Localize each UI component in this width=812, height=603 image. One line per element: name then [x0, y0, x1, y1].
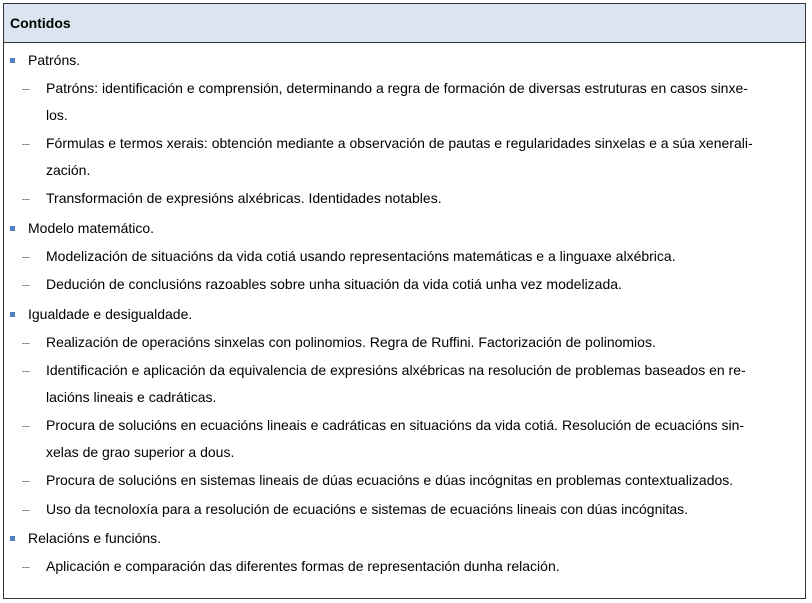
dash-bullet-icon: – — [22, 500, 30, 517]
list-item-line: Aplicación e comparación das diferentes formas de representación dunha relación. — [46, 558, 560, 574]
list-item-line: Realización de operacións sinxelas con polinomios. Regra de Ruffini. Factorización de polinomios. — [46, 333, 656, 350]
header-title: Contidos — [10, 15, 71, 31]
section-title: Modelo matemático. — [28, 219, 155, 236]
section-item — [4, 524, 805, 553]
list-item — [4, 271, 805, 298]
list-item-line: los. — [46, 106, 68, 123]
dash-bullet-icon: – — [22, 247, 30, 264]
contents-table — [3, 3, 806, 599]
list-item — [4, 496, 805, 523]
list-item-line: Dedución de conclusións razoables sobre unha situación da vida cotiá unha vez modelizada. — [46, 276, 622, 292]
dash-bullet-icon: – — [22, 362, 30, 378]
dash-bullet-icon: – — [22, 417, 30, 433]
square-bullet-icon — [10, 312, 15, 317]
list-item-line: Modelización de situacións da vida cotiá usando representacións matemáticas e a linguaxe alxébrica. — [46, 247, 676, 264]
table-header — [4, 4, 805, 43]
list-item-line: lacións lineais e cadráticas. — [46, 388, 217, 405]
list-item — [4, 75, 805, 128]
list-item — [4, 467, 805, 494]
section-item — [4, 214, 805, 243]
list-item-line: Uso da tecnoloxía para a resolución de ecuacións e sistemas de ecuacións lineais con dúas incógnitas. — [46, 500, 689, 517]
list-item-line: Transformación de expresións alxébricas. Identidades notables. — [46, 190, 442, 206]
list-item — [4, 243, 805, 270]
section-title: Relacións e funcións. — [28, 530, 162, 546]
dash-bullet-icon: – — [22, 558, 30, 574]
list-item-line: Fórmulas e termos xerais: obtención mediante a observación de pautas e regularidades sinxelas e a súa xenerali- — [46, 135, 753, 151]
section-title: Patróns. — [28, 52, 81, 68]
contents-list — [4, 43, 805, 580]
list-item-line: xelas de grao superior a dous. — [46, 443, 235, 460]
list-item-line: Procura de solucións en sistemas lineais de dúas ecuacións e dúas incógnitas en problemas contextualizados. — [46, 472, 734, 488]
list-item — [4, 412, 805, 465]
dash-bullet-icon: – — [22, 276, 30, 292]
dash-bullet-icon: – — [22, 135, 30, 151]
list-item-line: Patróns: identificación e comprensión, determinando a regra de formación de diversas estruturas en casos sinxe- — [46, 80, 748, 96]
square-bullet-icon — [10, 226, 15, 231]
section-item — [4, 300, 805, 329]
section-title: Igualdade e desigualdade. — [28, 305, 193, 322]
square-bullet-icon — [10, 536, 15, 541]
list-item-line: Identificación e aplicación da equivalencia de expresións alxébricas na resolución de problemas baseados en re- — [46, 362, 746, 378]
list-item — [4, 185, 805, 212]
section-item — [4, 46, 805, 75]
list-item-line: Procura de solucións en ecuacións lineais e cadráticas en situacións da vida cotiá. Resolución de ecuacións sin- — [46, 417, 745, 433]
dash-bullet-icon: – — [22, 472, 30, 488]
dash-bullet-icon: – — [22, 80, 30, 96]
dash-bullet-icon: – — [22, 190, 30, 206]
square-bullet-icon — [10, 58, 15, 63]
list-item-line: zación. — [46, 161, 91, 178]
list-item — [4, 357, 805, 410]
dash-bullet-icon: – — [22, 333, 30, 350]
list-item — [4, 130, 805, 183]
list-item — [4, 329, 805, 356]
list-item — [4, 553, 805, 580]
